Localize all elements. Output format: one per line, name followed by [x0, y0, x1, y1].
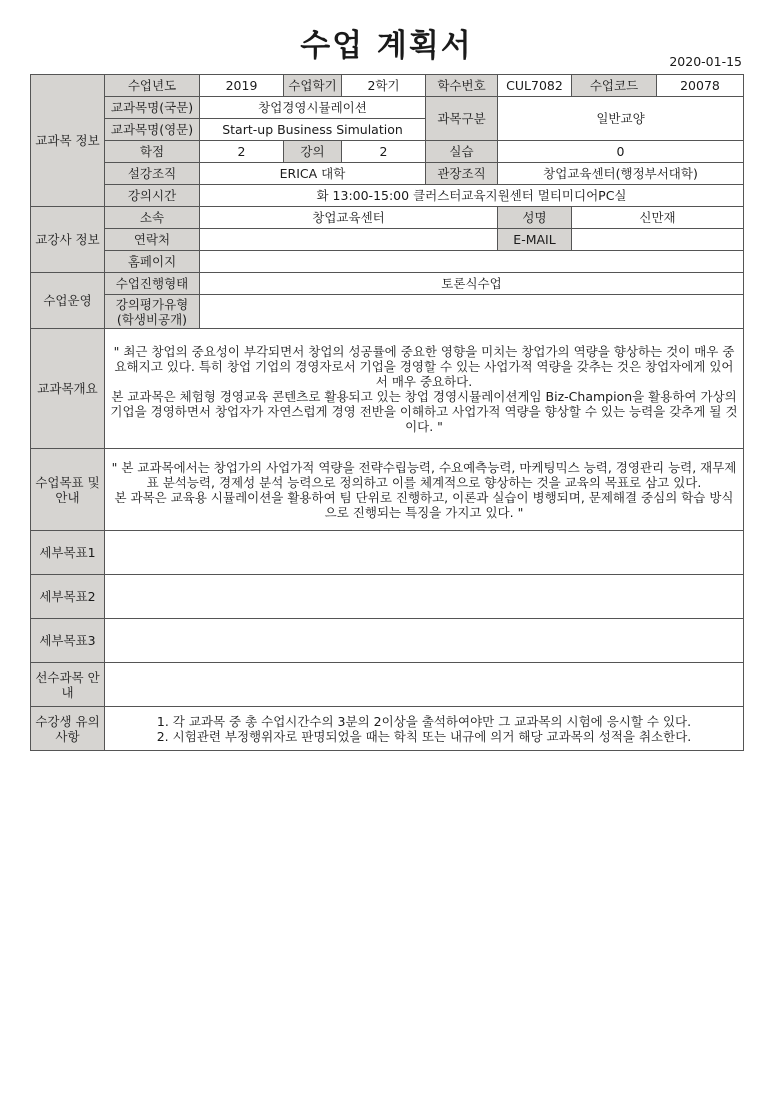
- year-label: 수업년도: [105, 75, 200, 97]
- detail-goal-1-label: 세부목표1: [31, 531, 105, 575]
- affiliation-value: 창업교육센터: [200, 207, 498, 229]
- course-no-label: 학수번호: [426, 75, 498, 97]
- objectives-paragraph-1: " 본 교과목에서는 창업가의 사업가적 역량을 전략수립능력, 수요예측능력, 마케팅믹스 능력, 경영관리 능력, 재무제표 분석능력, 경제성 분석 능력으로 정의하고 이를 체계적으로 향상하는 것을 교육의 목표로 삼고 있다.: [111, 459, 737, 490]
- class-type-value: 토론식수업: [200, 273, 744, 295]
- email-value: [572, 229, 744, 251]
- notices-label: 수강생 유의사항: [31, 707, 105, 751]
- practice-label: 실습: [426, 141, 498, 163]
- time-label: 강의시간: [105, 185, 200, 207]
- notice-item: 2. 시험관련 부정행위자로 판명되었을 때는 학칙 또는 내규에 의거 해당 교과목의 성적을 취소한다.: [156, 728, 692, 744]
- notice-item: 1. 각 교과목 중 총 수업시간수의 3분의 2이상을 출석하여야만 그 교과목의 시험에 응시할 수 있다.: [156, 713, 692, 729]
- credits-label: 학점: [105, 141, 200, 163]
- operation-section-label: 수업운영: [31, 273, 105, 329]
- course-no-value: CUL7082: [498, 75, 572, 97]
- overview-paragraph-1: " 최근 창업의 중요성이 부각되면서 창업의 성공률에 중요한 영향을 미치는 창업가의 역량을 향상하는 것이 매우 중요해지고 있다. 특히 창업 기업의 경영자로서 기업을 경영할 수 있는 사업가적 역량을 갖추는 것은 창업자에게 있어서 매우 중요하다.: [113, 343, 735, 389]
- prerequisite-label: 선수과목 안내: [31, 663, 105, 707]
- notices-list: [105, 707, 744, 751]
- contact-value: [200, 229, 498, 251]
- lecture-value: 2: [342, 141, 426, 163]
- course-info-section-label: 교과목 정보: [31, 75, 105, 207]
- name-en-label: 교과목명(영문): [105, 119, 200, 141]
- practice-value: 0: [498, 141, 744, 163]
- name-en-value: Start-up Business Simulation: [200, 119, 426, 141]
- overview-text: [105, 329, 744, 449]
- course-code-label: 수업코드: [572, 75, 657, 97]
- offering-org-label: 설강조직: [105, 163, 200, 185]
- objectives-section-label: 수업목표 및 안내: [31, 449, 105, 531]
- managing-org-value: 창업교육센터(행정부서대학): [498, 163, 744, 185]
- detail-goal-3-value: [105, 619, 744, 663]
- detail-goal-3-label: 세부목표3: [31, 619, 105, 663]
- category-value: 일반교양: [498, 97, 744, 141]
- homepage-value: [200, 251, 744, 273]
- instructor-name-value: 신만재: [572, 207, 744, 229]
- class-type-label: 수업진행형태: [105, 273, 200, 295]
- year-value: 2019: [200, 75, 284, 97]
- course-plan-table: [30, 74, 744, 751]
- objectives-paragraph-2: 본 과목은 교육용 시뮬레이션을 활용하여 팀 단위로 진행하고, 이론과 실습이 병행되며, 문제해결 중심의 학습 방식으로 진행되는 특징을 가지고 있다. ": [114, 489, 734, 520]
- document-date: 2020-01-15: [669, 54, 742, 69]
- detail-goal-2-label: 세부목표2: [31, 575, 105, 619]
- contact-label: 연락처: [105, 229, 200, 251]
- affiliation-label: 소속: [105, 207, 200, 229]
- offering-org-value: ERICA 대학: [200, 163, 426, 185]
- semester-label: 수업학기: [284, 75, 342, 97]
- lecture-label: 강의: [284, 141, 342, 163]
- detail-goal-1-value: [105, 531, 744, 575]
- instructor-name-label: 성명: [498, 207, 572, 229]
- overview-paragraph-2: 본 교과목은 체험형 경영교육 콘텐츠로 활용되고 있는 창업 경영시뮬레이션게임 Biz-Champion을 활용하여 가상의 기업을 경영하면서 창업자가 자연스럽게 경영 전반을 이해하고 사업가적 역량을 향상할 수 있는 능력을 갖추게 될 것이다. ": [110, 388, 738, 434]
- email-label: E-MAIL: [498, 229, 572, 251]
- prerequisite-value: [105, 663, 744, 707]
- category-label: 과목구분: [426, 97, 498, 141]
- time-value: 화 13:00-15:00 클러스터교육지원센터 멀티미디어PC실: [200, 185, 744, 207]
- managing-org-label: 관장조직: [426, 163, 498, 185]
- course-code-value: 20078: [657, 75, 744, 97]
- objectives-text: [105, 449, 744, 531]
- semester-value: 2학기: [342, 75, 426, 97]
- homepage-label: 홈페이지: [105, 251, 200, 273]
- detail-goal-2-value: [105, 575, 744, 619]
- document-title: 수업 계획서: [300, 28, 473, 64]
- name-kr-value: 창업경영시뮬레이션: [200, 97, 426, 119]
- instructor-section-label: 교강사 정보: [31, 207, 105, 273]
- evaluation-type-value: [200, 295, 744, 329]
- name-kr-label: 교과목명(국문): [105, 97, 200, 119]
- credits-value: 2: [200, 141, 284, 163]
- overview-section-label: 교과목개요: [31, 329, 105, 449]
- evaluation-type-label: 강의평가유형 (학생비공개): [105, 295, 200, 329]
